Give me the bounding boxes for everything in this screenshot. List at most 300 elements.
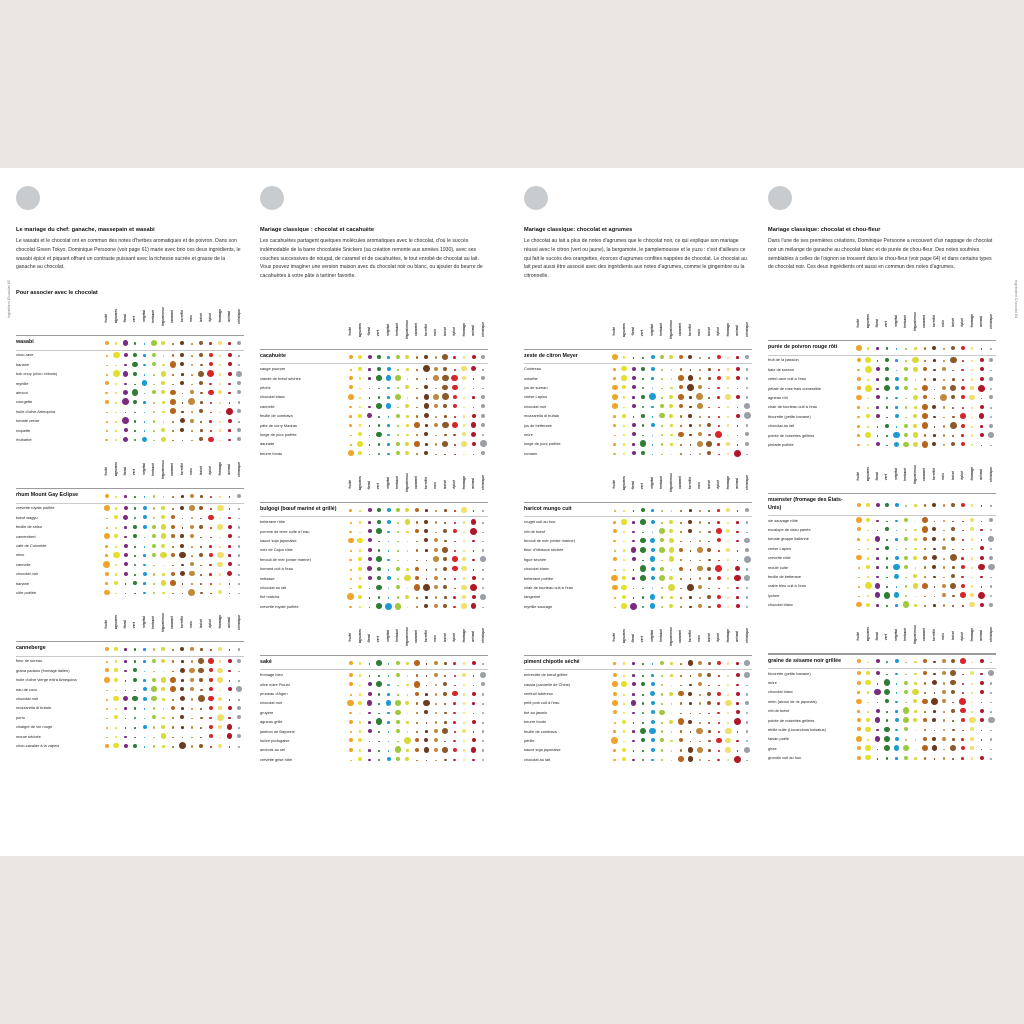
intensity-dot <box>471 603 477 609</box>
matrix-header-fromage <box>459 468 468 502</box>
matrix-dot-cell <box>714 708 723 717</box>
matrix-dot-cell <box>977 421 986 430</box>
matrix-dot-cell <box>638 592 647 601</box>
matrix-dot-cell <box>412 383 421 392</box>
intensity-dot <box>678 756 684 762</box>
intensity-dot <box>641 451 645 455</box>
intensity-dot <box>358 595 362 599</box>
matrix-dot-cell <box>705 736 714 745</box>
intensity-dot <box>482 712 485 715</box>
matrix-dot-cell <box>723 392 732 401</box>
matrix-dot-cell <box>130 713 139 722</box>
matrix-dot-cell <box>629 517 638 526</box>
intensity-dot <box>951 690 955 694</box>
intensity-dot <box>632 740 635 743</box>
matrix-dot-cell <box>911 374 920 383</box>
matrix-dot-cell <box>892 600 901 609</box>
table-row <box>16 350 244 359</box>
matrix-dot-cell <box>882 402 891 411</box>
matrix-header-boise <box>705 621 714 655</box>
intensity-dot <box>482 549 485 552</box>
matrix-dot-cell <box>206 666 215 675</box>
matrix-dot-cell <box>657 545 666 554</box>
matrix-dot-cell <box>111 713 120 722</box>
matrix-header-legumineux <box>911 306 920 340</box>
intensity-dot <box>461 603 467 609</box>
matrix-dot-cell <box>346 420 355 429</box>
matrix-dot-cell <box>459 449 468 458</box>
matrix-dot-cell <box>723 573 732 582</box>
matrix-anchor-title: cacahuète <box>260 353 286 360</box>
matrix-dot-cell <box>450 670 459 679</box>
matrix-dot-cell <box>374 736 383 745</box>
matrix-dot-cell <box>733 526 742 535</box>
matrix-dot-cell <box>459 745 468 754</box>
intensity-dot <box>642 722 644 724</box>
intensity-dot <box>369 454 371 456</box>
matrix-dot-cell <box>149 666 158 675</box>
intensity-dot <box>990 749 992 751</box>
matrix-dot-cell <box>412 503 421 516</box>
intensity-dot <box>699 521 702 524</box>
matrix-dot-cell <box>159 350 168 359</box>
matrix-dot-cell <box>695 602 704 611</box>
matrix-dot-cell <box>714 592 723 601</box>
matrix-dot-cell <box>949 515 958 524</box>
matrix-dot-cell <box>346 503 355 516</box>
matrix-dot-cell <box>168 569 177 578</box>
intensity-dot <box>856 699 862 705</box>
matrix-block <box>524 315 752 458</box>
intensity-dot <box>124 670 127 673</box>
ingredient-name-cell <box>524 449 610 458</box>
left-page-columns <box>16 186 506 764</box>
matrix-dot-cell <box>422 392 431 401</box>
matrix-dot-cell <box>130 350 139 359</box>
ingredient-label: agneau rôti <box>768 394 788 400</box>
matrix-dot-cell <box>733 679 742 688</box>
matrix-dot-cell <box>723 583 732 592</box>
intensity-dot <box>952 407 954 409</box>
matrix-dot-cell <box>403 602 412 611</box>
intensity-dot <box>453 662 456 665</box>
intensity-dot <box>228 439 231 442</box>
matrix-dot-cell <box>676 536 685 545</box>
intensity-dot <box>661 388 663 390</box>
intensity-dot <box>933 576 936 579</box>
intensity-dot <box>219 518 221 520</box>
intensity-dot <box>640 565 647 572</box>
intensity-dot <box>727 722 729 724</box>
intensity-dot <box>161 515 165 519</box>
matrix-dot-cell <box>168 550 177 559</box>
intensity-dot <box>866 718 870 722</box>
intensity-dot <box>433 556 439 562</box>
matrix-header-label: noix <box>433 634 438 642</box>
intensity-dot <box>876 557 879 560</box>
matrix-header-vert <box>130 301 139 335</box>
matrix-dot-cell <box>892 753 901 762</box>
matrix-dot-cell <box>159 588 168 597</box>
matrix-dot-cell <box>629 536 638 545</box>
intensity-dot <box>397 522 399 524</box>
matrix-dot-cell <box>234 550 244 559</box>
matrix-dot-cell <box>365 364 374 373</box>
matrix-dot-cell <box>648 708 657 717</box>
intensity-dot <box>125 727 127 729</box>
intensity-dot <box>106 374 108 376</box>
intensity-dot <box>453 529 457 533</box>
matrix-dot-cell <box>733 564 742 573</box>
matrix-dot-cell <box>986 430 996 439</box>
intensity-dot <box>905 548 908 551</box>
intensity-dot <box>707 423 711 427</box>
matrix-dot-cell <box>178 588 187 597</box>
intensity-dot <box>387 396 390 399</box>
intensity-dot <box>388 675 390 677</box>
intensity-dot <box>105 400 109 404</box>
matrix-dot-cell <box>695 350 704 363</box>
matrix-header-torrefie <box>686 315 695 349</box>
matrix-dot-cell <box>967 706 976 715</box>
matrix-dot-cell <box>431 364 440 373</box>
ingredient-label: betterave rôtie <box>260 519 286 525</box>
matrix-header-boise <box>705 315 714 349</box>
matrix-header-epice <box>206 301 215 335</box>
matrix-dot-cell <box>705 583 714 592</box>
intensity-dot <box>144 746 146 748</box>
matrix-header-label: légumineux <box>404 473 409 493</box>
matrix-dot-cell <box>733 583 742 592</box>
intensity-dot <box>123 371 129 377</box>
matrix-header-vegetal <box>892 619 901 653</box>
ingredient-name-cell <box>768 374 854 383</box>
matrix-header-label: chimique <box>988 313 993 329</box>
matrix-dot-cell <box>365 726 374 735</box>
matrix-dot-cell <box>197 503 206 512</box>
matrix-dot-cell <box>911 544 920 553</box>
matrix-dot-cell <box>733 670 742 679</box>
matrix-dot-cell <box>742 726 752 735</box>
matrix-dot-cell <box>958 678 967 687</box>
intensity-dot <box>726 529 730 533</box>
intensity-dot <box>200 727 202 729</box>
intensity-dot <box>905 529 908 532</box>
matrix-dot-cell <box>168 388 177 397</box>
matrix-dot-cell <box>986 562 996 571</box>
matrix-dot-cell <box>459 755 468 764</box>
intensity-dot <box>717 576 721 580</box>
ingredient-label: entrecôte de bœuf grillée <box>524 672 568 678</box>
matrix-dot-cell <box>102 684 111 693</box>
intensity-dot <box>444 721 447 724</box>
matrix-dot-cell <box>365 373 374 382</box>
matrix-dot-cell <box>939 562 948 571</box>
intensity-dot <box>106 355 108 357</box>
intensity-dot <box>229 508 231 510</box>
matrix-dot-cell <box>686 517 695 526</box>
intensity-dot <box>152 715 156 719</box>
matrix-dot-cell <box>111 397 120 406</box>
matrix-anchor-row <box>524 656 752 669</box>
matrix-dot-cell <box>949 655 958 668</box>
intensity-dot <box>895 718 899 722</box>
matrix-header-caramel <box>676 315 685 349</box>
matrix-dot-cell <box>187 489 196 502</box>
matrix-dot-cell <box>459 708 468 717</box>
intensity-dot <box>442 393 449 400</box>
matrix-dot-cell <box>478 583 488 592</box>
matrix-dot-cell <box>714 449 723 458</box>
intensity-dot <box>979 413 985 419</box>
matrix-dot-cell <box>854 581 863 590</box>
intensity-dot <box>114 715 118 719</box>
intensity-dot <box>472 576 476 580</box>
matrix-header-label: floral <box>366 633 371 642</box>
matrix-dot-cell <box>206 713 215 722</box>
matrix-header-label: herbacé <box>151 462 156 476</box>
matrix-dot-cell <box>234 666 244 675</box>
matrix-dot-cell <box>610 717 619 726</box>
intensity-dot <box>962 407 964 409</box>
matrix-dot-cell <box>159 531 168 540</box>
matrix-dot-cell <box>657 602 666 611</box>
intensity-dot <box>172 384 174 386</box>
intensity-dot <box>933 416 936 419</box>
matrix-dot-cell <box>667 517 676 526</box>
intensity-dot <box>744 672 750 678</box>
intensity-dot <box>219 383 222 386</box>
intensity-dot <box>238 526 241 529</box>
intensity-dot <box>642 560 644 562</box>
intensity-dot <box>661 425 663 427</box>
intensity-dot <box>472 396 475 399</box>
table-row <box>524 439 752 448</box>
matrix-header-label: animal <box>470 325 475 336</box>
matrix-dot-cell <box>939 725 948 734</box>
intensity-dot <box>163 355 165 357</box>
ingredient-label: vinaigre de vin rouge <box>16 724 53 730</box>
matrix-dot-cell <box>215 360 224 369</box>
matrix-dot-cell <box>977 341 986 354</box>
intensity-dot <box>179 742 186 749</box>
ingredient-name-cell <box>524 545 610 554</box>
intensity-dot <box>358 414 362 418</box>
intensity-dot <box>717 521 720 524</box>
matrix-header-spacer <box>260 621 346 655</box>
ingredient-label: betterave poêlée <box>524 575 554 581</box>
matrix-dot-cell <box>911 687 920 696</box>
matrix-dot-cell <box>168 360 177 369</box>
matrix-header-legumineux <box>667 315 676 349</box>
matrix-dot-cell <box>102 550 111 559</box>
intensity-dot <box>115 736 118 739</box>
intensity-dot <box>689 406 692 409</box>
ingredient-name-cell <box>524 373 610 382</box>
matrix-dot-cell <box>346 350 355 363</box>
matrix-dot-cell <box>206 741 215 750</box>
intensity-dot <box>424 413 430 419</box>
intensity-dot <box>472 661 476 665</box>
intensity-dot <box>688 660 694 666</box>
intensity-dot <box>613 424 616 427</box>
matrix-dot-cell <box>977 668 986 677</box>
matrix-dot-cell <box>140 360 149 369</box>
intensity-dot <box>199 678 203 682</box>
matrix-dot-cell <box>102 541 111 550</box>
matrix-dot-cell <box>178 541 187 550</box>
matrix-dot-cell <box>967 440 976 449</box>
intensity-dot <box>113 696 119 702</box>
matrix-dot-cell <box>723 592 732 601</box>
intensity-dot <box>884 592 891 599</box>
matrix-dot-cell <box>638 689 647 698</box>
table-row <box>768 687 996 696</box>
intensity-dot <box>143 592 146 595</box>
ingredient-name-cell <box>768 591 854 600</box>
intensity-dot <box>866 518 870 522</box>
intensity-dot <box>745 508 749 512</box>
table-row <box>524 526 752 535</box>
matrix-dot-cell <box>459 555 468 564</box>
intensity-dot <box>875 736 881 742</box>
matrix-dot-cell <box>393 564 402 573</box>
matrix-header-label: légumineux <box>668 320 673 340</box>
intensity-dot <box>115 421 117 423</box>
matrix-dot-cell <box>441 526 450 535</box>
matrix-dot-cell <box>939 402 948 411</box>
matrix-dot-cell <box>422 545 431 554</box>
intensity-dot <box>442 422 449 429</box>
matrix-dot-cell <box>412 392 421 401</box>
intensity-dot <box>737 510 739 512</box>
matrix-dot-cell <box>949 440 958 449</box>
matrix-dot-cell <box>714 602 723 611</box>
matrix-dot-cell <box>873 430 882 439</box>
intensity-dot <box>717 387 720 390</box>
matrix-dot-cell <box>178 531 187 540</box>
matrix-dot-cell <box>648 564 657 573</box>
matrix-dot-cell <box>648 698 657 707</box>
intensity-dot <box>104 677 110 683</box>
matrix-header-fruite <box>346 315 355 349</box>
matrix-dot-cell <box>911 355 920 364</box>
intensity-dot <box>886 539 888 541</box>
matrix-dot-cell <box>187 703 196 712</box>
ingredient-name-cell <box>768 383 854 392</box>
intensity-dot <box>690 731 692 733</box>
matrix-dot-cell <box>450 364 459 373</box>
matrix-dot-cell <box>111 407 120 416</box>
matrix-dot-cell <box>723 526 732 535</box>
intensity-dot <box>924 711 926 713</box>
matrix-header-agrumes <box>619 468 628 502</box>
matrix-dot-cell <box>469 536 478 545</box>
matrix-dot-cell <box>234 503 244 512</box>
intensity-dot <box>950 670 956 676</box>
matrix-header-label: torréfié <box>179 616 184 629</box>
matrix-header-herbace <box>149 301 158 335</box>
intensity-dot <box>416 521 419 524</box>
matrix-dot-cell <box>657 656 666 669</box>
intensity-dot <box>191 430 193 432</box>
matrix-dot-cell <box>403 392 412 401</box>
matrix-dot-cell <box>365 656 374 669</box>
matrix-dot-cell <box>149 416 158 425</box>
matrix-dot-cell <box>140 694 149 703</box>
matrix-dot-cell <box>920 591 929 600</box>
intensity-dot <box>904 424 908 428</box>
matrix-dot-cell <box>667 745 676 754</box>
matrix-dot-cell <box>686 656 695 669</box>
matrix-dot-cell <box>723 708 732 717</box>
matrix-dot-cell <box>967 534 976 543</box>
matrix-dot-cell <box>197 407 206 416</box>
intensity-dot <box>876 520 879 523</box>
matrix-header-label: agrumes <box>113 309 118 324</box>
intensity-dot <box>405 757 409 761</box>
matrix-header-legumineux <box>159 301 168 335</box>
matrix-dot-cell <box>882 697 891 706</box>
matrix-dot-cell <box>168 694 177 703</box>
intensity-dot <box>453 356 456 359</box>
matrix-dot-cell <box>215 722 224 731</box>
intensity-dot <box>181 660 184 663</box>
matrix-header-label: végétal <box>893 468 898 481</box>
matrix-dot-cell <box>197 731 206 740</box>
intensity-dot <box>661 693 664 696</box>
intensity-dot <box>934 398 936 400</box>
matrix-dot-cell <box>742 392 752 401</box>
matrix-dot-cell <box>949 706 958 715</box>
ingredient-name-cell <box>16 425 102 434</box>
matrix-dot-cell <box>657 592 666 601</box>
matrix-header-caramel <box>920 619 929 653</box>
matrix-dot-cell <box>667 602 676 611</box>
matrix-dot-cell <box>412 536 421 545</box>
matrix-dot-cell <box>459 736 468 745</box>
matrix-dot-cell <box>384 420 393 429</box>
intensity-dot <box>228 429 231 432</box>
intensity-dot <box>981 398 983 400</box>
matrix-dot-cell <box>178 741 187 750</box>
matrix-dot-cell <box>733 536 742 545</box>
matrix-dot-cell <box>676 736 685 745</box>
matrix-dot-cell <box>939 553 948 562</box>
intensity-dot <box>671 713 673 715</box>
matrix-dot-cell <box>197 388 206 397</box>
matrix-header-label: herbacé <box>903 467 908 481</box>
matrix-dot-cell <box>450 430 459 439</box>
intensity-dot <box>454 685 456 687</box>
matrix-dot-cell <box>130 416 139 425</box>
intensity-dot <box>115 660 118 663</box>
matrix-dot-cell <box>149 656 158 665</box>
matrix-dot-cell <box>714 411 723 420</box>
intensity-dot <box>612 354 618 360</box>
matrix-dot-cell <box>431 755 440 764</box>
matrix-header-fruite <box>102 607 111 641</box>
intensity-dot <box>349 661 353 665</box>
matrix-block <box>524 621 752 764</box>
intensity-dot <box>961 346 965 350</box>
matrix-dot-cell <box>469 555 478 564</box>
intensity-dot <box>876 671 880 675</box>
intensity-dot <box>463 749 466 752</box>
intensity-dot <box>895 414 899 418</box>
matrix-dot-cell <box>111 369 120 378</box>
intensity-dot <box>934 758 936 760</box>
